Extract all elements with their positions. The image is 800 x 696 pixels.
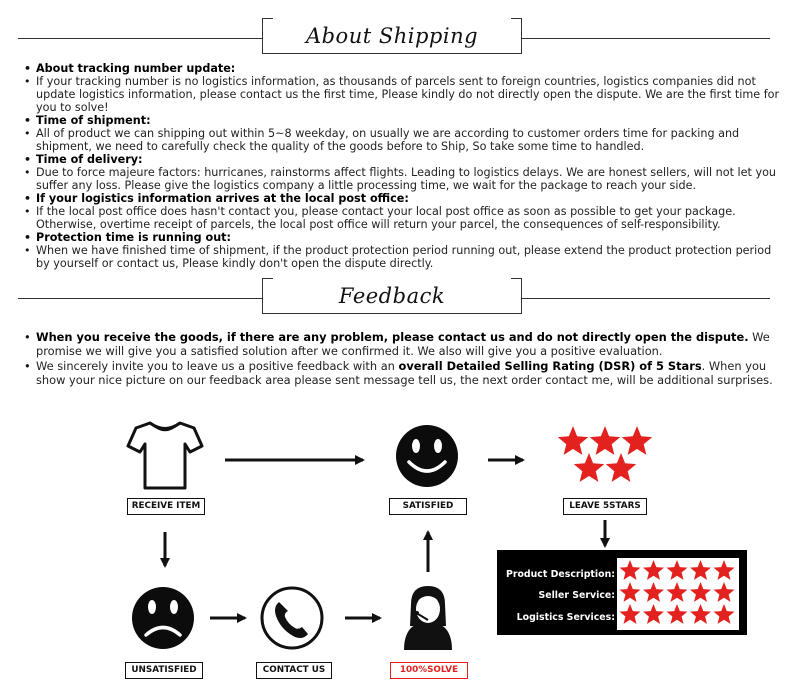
- feedback-p2-rest: . When you show your nice picture on our feedback area please sent message tell us, the next order contact me, will be additional surprises.: [36, 359, 773, 387]
- product-description-label: Product Description:: [505, 569, 615, 580]
- leave-stars-label: LEAVE 5STARS: [563, 498, 647, 515]
- receive-item-label: RECEIVE ITEM: [127, 498, 205, 515]
- rating-star-icon: [667, 604, 688, 624]
- shipping-text: • All of product we can shipping out within 5~8 weekday, on usually we are according to customer orders time for packing and shipment, we need to carefully check the quality of the goods before to Ship, So take some time to handled.: [22, 127, 782, 153]
- rating-star-icon: [690, 604, 711, 624]
- satisfied-label: SATISFIED: [389, 498, 467, 515]
- shipping-heading: • Time of shipment:: [22, 114, 782, 127]
- rating-star-icon: [690, 560, 711, 580]
- rating-panel: [497, 550, 747, 635]
- star-icon: [590, 426, 620, 455]
- rating-star-icon: [643, 582, 664, 602]
- shipping-heading: • If your logistics information arrives at the local post office:: [22, 192, 782, 205]
- star-icon: [574, 453, 604, 482]
- sad-face-icon: [132, 587, 194, 649]
- feedback-title: Feedback: [338, 284, 446, 308]
- tshirt-icon: [128, 423, 202, 488]
- feedback-p2-start: We sincerely invite you to leave us a positive feedback with an: [36, 359, 399, 373]
- rating-star-icon: [620, 604, 641, 624]
- unsatisfied-label: UNSATISFIED: [125, 662, 203, 679]
- seller-service-label: Seller Service:: [538, 590, 615, 601]
- phone-icon: [262, 588, 322, 648]
- rating-star-icon: [714, 604, 735, 624]
- star-icon: [558, 426, 652, 482]
- shipping-title: About Shipping: [305, 24, 479, 48]
- rating-star-icon: [643, 604, 664, 624]
- shipping-heading: • About tracking number update:: [22, 62, 782, 75]
- shipping-heading: • Time of delivery:: [22, 153, 782, 166]
- rating-star-icon: [667, 582, 688, 602]
- shipping-heading: • Protection time is running out:: [22, 231, 782, 244]
- rating-star-icon: [714, 560, 735, 580]
- logistics-services-label: Logistics Services:: [516, 612, 615, 623]
- shipping-text: • If the local post office does hasn't contact you, please contact your local post office as soon as possible to get your package. Otherwise, overtime receipt of parcels, the local post office will return your parcel, the consequences of self-responsibility.: [22, 205, 782, 231]
- smiley-icon: [396, 425, 458, 487]
- shipping-text: • Due to force majeure factors: hurricanes, rainstorms affect flights. Leading to logistics delays. We are honest sellers, will not let you suffer any loss. Please give the logistics company a little processing time, we wait for the package to reach your side.: [22, 166, 782, 192]
- rating-star-icon: [643, 560, 664, 580]
- rating-star-icon: [620, 560, 641, 580]
- solve-label: 100%SOLVE: [390, 662, 468, 679]
- star-icon: [622, 426, 652, 455]
- feedback-p2-bold: overall Detailed Selling Rating (DSR) of 5 Stars: [398, 359, 702, 373]
- shipping-text: • If your tracking number is no logistics information, as thousands of parcels sent to foreign countries, logistics companies did not update logistics information, please contact us the first time, Please kindly do not directly open the dispute. We are the first time for you to solve!: [22, 75, 782, 114]
- shipping-text: • When we have finished time of shipment, if the product protection period running out, please extend the product protection period by yourself or contact us, Please kindly don't open the dispute directly.: [22, 244, 782, 270]
- feedback-p1-bold: When you receive the goods, if there are any problem, please contact us and do not directly open the dispute.: [36, 330, 749, 344]
- rating-star-icon: [667, 560, 688, 580]
- rating-star-icon: [620, 582, 641, 602]
- rating-star-icon: [714, 582, 735, 602]
- rating-star-icon: [690, 582, 711, 602]
- contact-us-label: CONTACT US: [256, 662, 332, 679]
- rating-stars-grid: [617, 558, 739, 630]
- star-icon: [606, 453, 636, 482]
- feedback-p1-rest: We promise we will give you a satisfied solution after we confirmed it. We also will give you a positive evaluation.: [36, 330, 770, 358]
- support-agent-icon: [404, 586, 452, 650]
- star-icon: [558, 426, 588, 455]
